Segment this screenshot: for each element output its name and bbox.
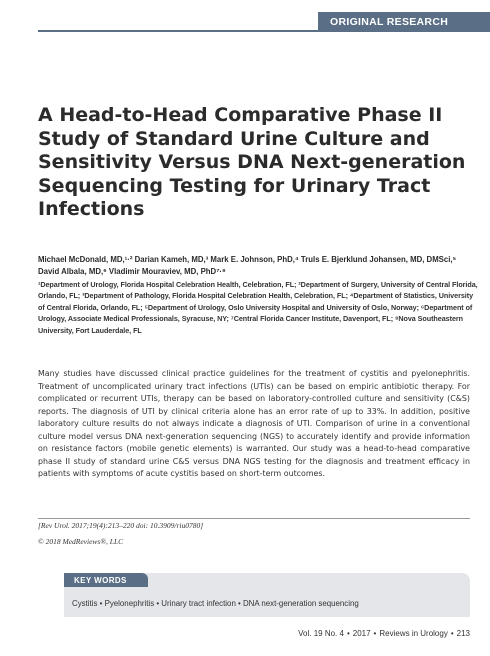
author-list: Michael McDonald, MD,¹·² Darian Kameh, MD,³ Mark E. Johnson, PhD,⁴ Truls E. Bjerklund Johansen, MD, DMSci,⁵ David Albala, MD,⁶ Vladimir Mouraviev, MD, PhD⁷·⁸: [38, 255, 457, 276]
section-banner: [318, 12, 490, 32]
footer-separator: •: [346, 629, 350, 638]
author-affiliations: ¹Department of Urology, Florida Hospital Celebration Health, Celebration, FL; ²Department of Surgery, University of Central Florida, Orlando, FL; ³Department of Pathology, Florida Hospital Celebration Health, Celebration, FL; ⁴Department of Statistics, University of Central Florida, Orlando, FL; ⁵Department of Urology, Oslo University Hospital and University of Oslo, Norway; ⁶Department of Urology, Associate Medical Professionals, Syracuse, NY; ⁷Central Florida Cancer Institute, Davenport, FL; ⁸Nova Southeastern University, Fort Lauderdale, FL: [38, 280, 478, 335]
citation: [Rev Urol. 2017;19(4):213–220 doi: 10.3909/riu0780]: [38, 521, 204, 530]
footer-page-number: 213: [456, 629, 470, 638]
abstract-divider: [38, 518, 470, 519]
footer-volume: Vol. 19 No. 4: [298, 629, 344, 638]
keywords-label-text: KEY WORDS: [74, 575, 127, 585]
article-title: A Head-to-Head Comparative Phase II Study of Standard Urine Culture and Sensitivity Versus DNA Next-generation Sequencing Testing for Urinary Tract Infections: [38, 104, 466, 220]
keywords-label: [64, 573, 148, 587]
footer-year: 2017: [352, 629, 371, 638]
page-footer: [298, 629, 470, 638]
copyright-notice: © 2018 MedReviews®, LLC: [38, 537, 124, 546]
footer-separator: •: [450, 629, 454, 638]
section-banner-label: ORIGINAL RESEARCH: [330, 16, 449, 28]
footer-journal: Reviews in Urology: [379, 629, 448, 638]
footer-separator: •: [373, 629, 377, 638]
banner-divider: [38, 30, 490, 32]
keywords-list: Cystitis • Pyelonephritis • Urinary tract infection • DNA next-generation sequencing: [72, 599, 359, 608]
abstract-text: Many studies have discussed clinical practice guidelines for the treatment of cystitis and pyelonephritis. Treatment of uncomplicated urinary tract infections (UTIs) can be based on empiric antibiotic therapy. For complicated or recurrent UTIs, therapy can be based on laboratory-controlled culture and sensitivity (C&S) reports. The diagnosis of UTI by clinical criteria alone has an error rate of up to 33%. In addition, positive laboratory culture results do not always indicate a diagnosis of UTI. Comparison of urine in a conventional culture model versus DNA next-generation sequencing (NGS) to accurately identify and provide information on resistance factors (mobile genetic elements) is warranted. Our study was a head-to-head comparative phase II study of standard urine C&S versus DNA NGS testing for the diagnosis and treatment efficacy in patients with symptoms of acute cystitis based on short-term outcomes.: [38, 369, 470, 478]
